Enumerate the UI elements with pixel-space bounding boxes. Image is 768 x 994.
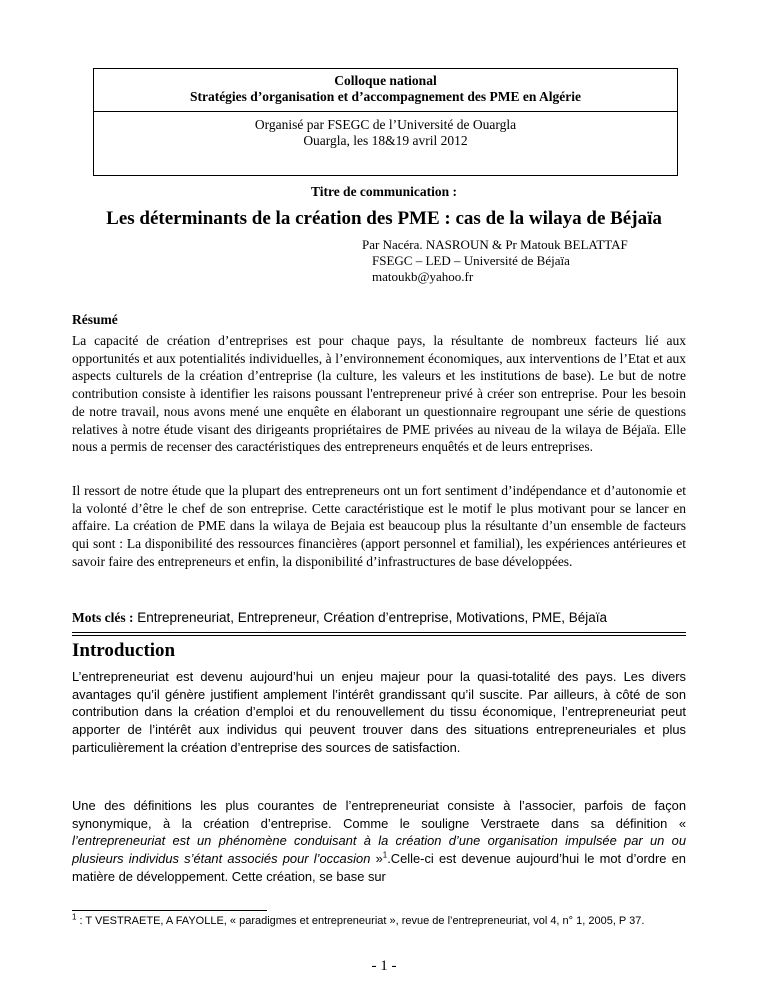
verstraete-quote: l’entrepreneuriat est un phénomène conduisant à la création d’une organisation impulsée par un ou plusieurs individus s’étant associés pour l’occasion [72, 833, 686, 867]
conference-theme: Stratégies d’organisation et d’accompagnement des PME en Algérie [189, 89, 582, 104]
keywords-label: Mots clés : [72, 610, 134, 625]
intro-p2-end: .Celle-ci est devenue aujourd’hui le mot d’ordre en matière de développement. Cette création, se base sur [72, 851, 686, 884]
abstract-paragraph-1: La capacité de création d’entreprises est pour chaque pays, la résultante de nombreux facteurs lié aux opportunités et aux potentialités individuelles, à l’environnement économiques, aux interventions de l’Etat et aux aspects culturels de la création d’entreprise (la culture, les valeurs et les institutions de base). Le but de notre contribution consiste à identifier les raisons poussant l'entrepreneur privé à créer son entreprise. Pour les besoin de notre travail, nous avons mené une enquête en élaborant un questionnaire regroupant une série de questions relatives à notre étude visant des dirigeants propriétaires de PME privées au niveau de la wilaya de Béjaïa. Elle nous a permis de recenser des caractéristiques des entrepreneurs enquêtés et de leurs entreprises. [72, 333, 686, 455]
footnote [72, 913, 686, 929]
keywords-line [72, 610, 607, 626]
keywords-text: Entrepreneuriat, Entrepreneur, Création d’entreprise, Motivations, PME, Béjaïa [133, 610, 607, 625]
abstract-heading: Résumé [72, 312, 118, 327]
double-rule-top [72, 632, 686, 633]
author-email: matoukb@yahoo.fr [372, 269, 474, 284]
double-rule-bottom [72, 635, 686, 636]
footnote-text: : T VESTRAETE, A FAYOLLE, « paradigmes et entrepreneuriat », revue de l’entrepreneuriat, vol 4, n° 1, 2005, P 37. [76, 915, 645, 927]
introduction-paragraph-2 [72, 797, 686, 886]
abstract-paragraph-2: Il ressort de notre étude que la plupart des entrepreneurs ont un fort sentiment d’indépendance et d’autonomie et la volonté d’être le chef de son entreprise. Cette caractéristique est le motif le plus motivant pour se lancer en affaire. La création de PME dans la wilaya de Bejaia est beaucoup plus la résultante d’un ensemble de facteurs qui sont : La disponibilité des ressources financières (apport personnel et familial), les expériences antérieures et savoir faire des entrepreneurs et enfin, la disponibilité d’infrastructures de base développées. [72, 483, 686, 569]
page-number: - 1 - [371, 958, 397, 974]
communication-label: Titre de communication : [310, 184, 458, 199]
footnote-mark: 1 [72, 912, 77, 922]
conference-name: Colloque national [334, 73, 437, 88]
footnote-separator [72, 910, 267, 911]
date-line: Ouargla, les 18&19 avril 2012 [303, 133, 468, 148]
affiliation-line: FSEGC – LED – Université de Béjaïa [372, 253, 570, 268]
footnote-ref: 1 [382, 850, 388, 860]
organizer-line: Organisé par FSEGC de l’Université de Ouargla [254, 117, 517, 132]
intro-p2-quote-close: » [370, 851, 383, 867]
conference-header-box [93, 68, 678, 176]
paper-title: Les déterminants de la création des PME : cas de la wilaya de Béjaïa [106, 208, 662, 229]
header-divider [94, 111, 677, 112]
introduction-paragraph-1: L’entrepreneuriat est devenu aujourd’hui un enjeu majeur pour la quasi-totalité des pays. Les divers avantages qu’il génère justifient amplement l’intérêt grandissant qu’il suscite. Par ailleurs, à côté de son contribution dans la création d’emploi et du renouvellement du tissu économique, l’entrepreneuriat peut apporter de l’intérêt aux individus qui peuvent trouver dans des situations entrepreneuriales et plus particulièrement la création d’entreprise des sources de satisfaction. [72, 669, 686, 755]
introduction-heading: Introduction [72, 640, 176, 661]
intro-p2-start: Une des définitions les plus courantes de l’entrepreneuriat consiste à l’associer, parfois de façon synonymique, à la création d’entreprise. Comme le souligne Verstraete dans sa définition « [72, 798, 686, 831]
authors-line: Par Nacéra. NASROUN & Pr Matouk BELATTAF [362, 237, 628, 252]
